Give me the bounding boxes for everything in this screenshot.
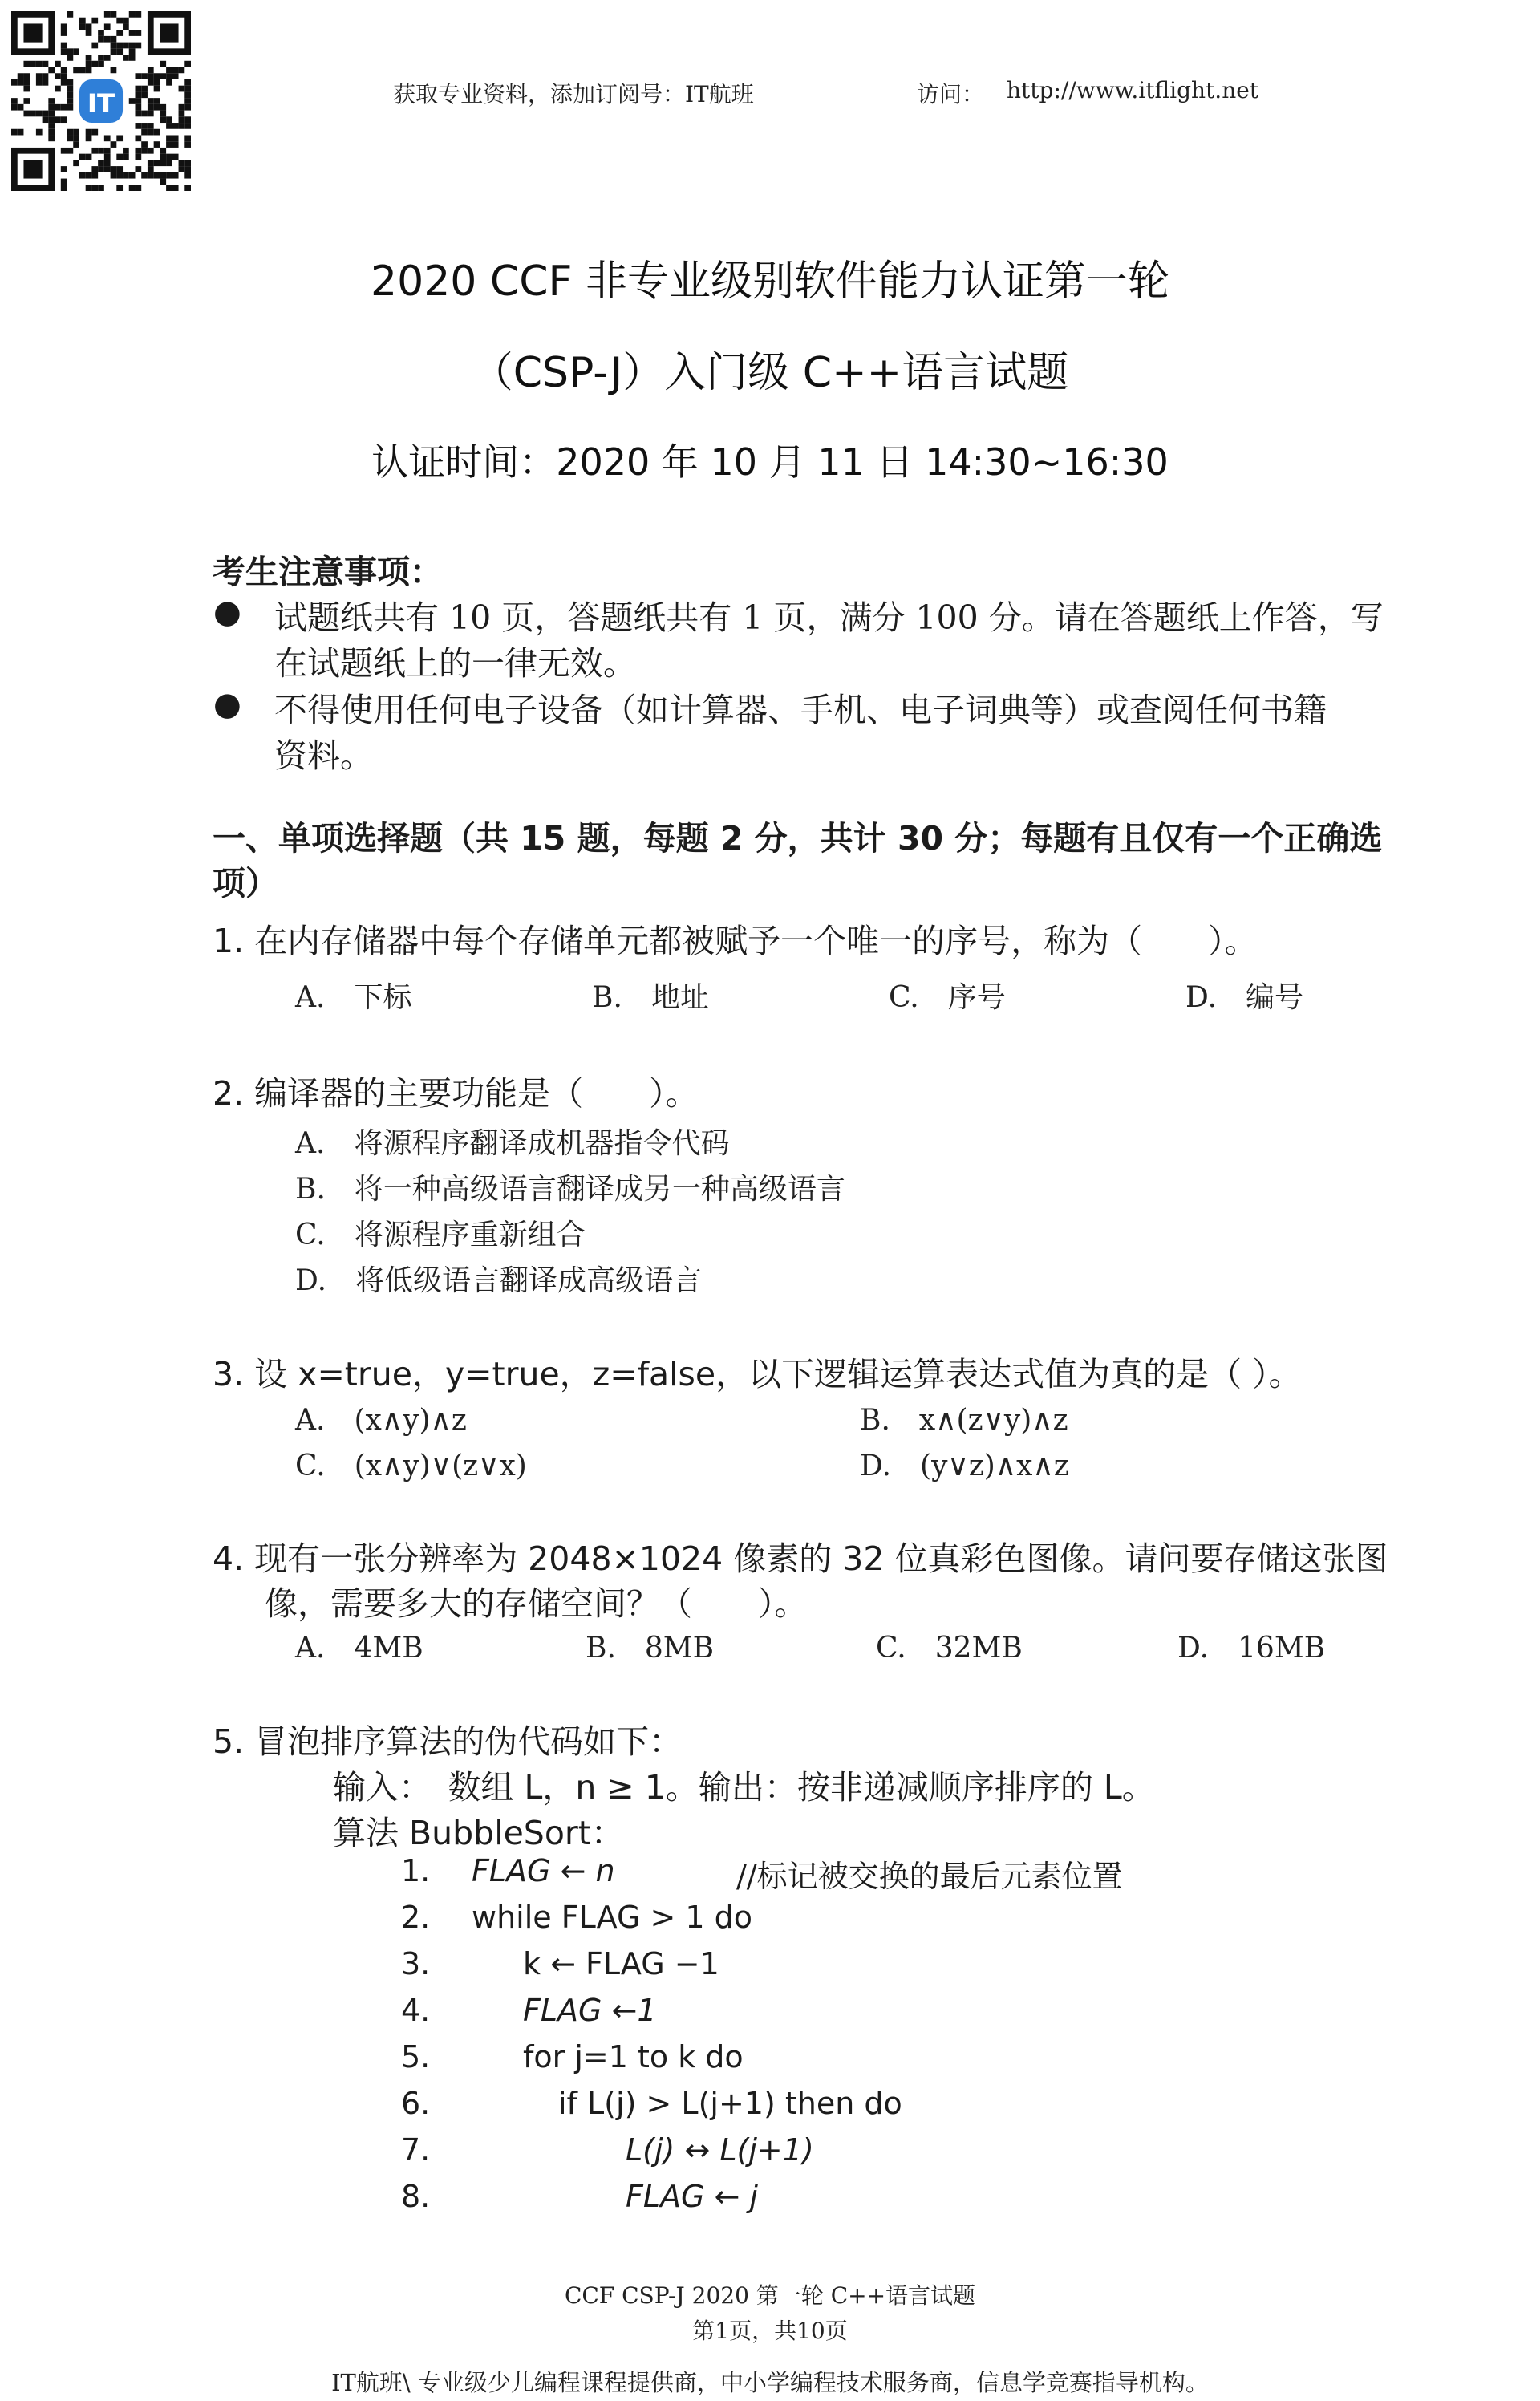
question-3-option-d: D. (y∨z)∧x∧z	[860, 1450, 1069, 1482]
code-line-number: 7.	[401, 2132, 431, 2168]
code-line-number: 1.	[401, 1853, 431, 1888]
code-line-8: FLAG ← j	[626, 2179, 759, 2214]
notice-item-2-line2: 资料。	[274, 736, 373, 775]
question-2-option-a: A. 将源程序翻译成机器指令代码	[295, 1127, 730, 1160]
qr-code-image	[11, 11, 191, 191]
code-line-1: FLAG ← n	[472, 1853, 615, 1888]
question-4-stem-line2: 像，需要多大的存储空间？（ ）。	[265, 1584, 808, 1623]
question-3-option-a: A. (x∧y)∧z	[295, 1404, 467, 1437]
question-1-option-a: A. 下标	[295, 981, 412, 1014]
question-2-option-d: D. 将低级语言翻译成高级语言	[295, 1264, 703, 1297]
question-2-option-b: B. 将一种高级语言翻译成另一种高级语言	[295, 1173, 845, 1206]
section-heading-line1: 一、单项选择题（共 15 题，每题 2 分，共计 30 分；每题有且仅有一个正确选	[213, 819, 1383, 858]
question-4-option-d: D. 16MB	[1177, 1632, 1326, 1665]
question-2-stem: 2. 编译器的主要功能是（ ）。	[213, 1074, 699, 1113]
code-line-4: FLAG ←1	[523, 1993, 657, 2028]
question-4-stem-line1: 4. 现有一张分辨率为 2048×1024 像素的 32 位真彩色图像。请问要存储这张图	[213, 1539, 1388, 1578]
code-comment: //标记被交换的最后元素位置	[736, 1859, 1123, 1894]
code-line-7: L(j) ↔ L(j+1)	[626, 2132, 814, 2168]
subscribe-text: 获取专业资料，添加订阅号：IT航班	[393, 81, 754, 107]
footer-company-text: IT航班\ 专业级少儿编程课程提供商，中小学编程技术服务商，信息学竞赛指导机构。	[331, 2369, 1209, 2396]
code-line-number: 5.	[401, 2039, 431, 2075]
question-4-option-b: B. 8MB	[586, 1632, 715, 1665]
visit-label: 访问：	[917, 81, 985, 107]
question-3-option-c: C. (x∧y)∨(z∨x)	[295, 1450, 527, 1482]
exam-time: 认证时间：2020 年 10 月 11 日 14:30~16:30	[371, 440, 1169, 484]
notice-item-2-line1: 不得使用任何电子设备（如计算器、手机、电子词典等）或查阅任何书籍	[274, 691, 1327, 729]
exam-subtitle: （CSP-J）入门级 C++语言试题	[471, 349, 1069, 397]
question-1-stem: 1. 在内存储器中每个存储单元都被赋予一个唯一的序号，称为（ ）。	[213, 922, 1258, 960]
code-line-5: for j=1 to k do	[523, 2039, 744, 2075]
question-5-stem: 5. 冒泡排序算法的伪代码如下：	[213, 1722, 683, 1761]
question-2-option-c: C. 将源程序重新组合	[295, 1219, 586, 1251]
bullet-icon: ●	[213, 686, 241, 723]
bullet-icon: ●	[213, 594, 241, 631]
question-1-option-b: B. 地址	[592, 981, 709, 1014]
code-line-number: 4.	[401, 1993, 431, 2028]
section-heading-line2: 项）	[213, 864, 278, 902]
question-1-option-c: C. 序号	[889, 981, 1006, 1014]
svg-text:IT: IT	[87, 87, 116, 119]
code-line-2: while FLAG > 1 do	[472, 1900, 753, 1935]
exam-title: 2020 CCF 非专业级别软件能力认证第一轮	[371, 258, 1169, 306]
notice-item-1-line1: 试题纸共有 10 页，答题纸共有 1 页，满分 100 分。请在答题纸上作答，写	[274, 598, 1384, 637]
question-4-option-c: C. 32MB	[876, 1632, 1023, 1665]
website-link[interactable]: http://www.itflight.net	[1007, 77, 1259, 103]
question-4-option-a: A. 4MB	[295, 1632, 424, 1665]
code-line-number: 2.	[401, 1900, 431, 1935]
pseudocode-input-line: 输入： 数组 L，n ≥ 1。输出：按非递减顺序排序的 L。	[333, 1768, 1155, 1807]
notice-item-1-line2: 在试题纸上的一律无效。	[274, 644, 636, 683]
pseudocode-algo-line: 算法 BubbleSort：	[333, 1814, 624, 1852]
question-3-stem: 3. 设 x=true，y=true，z=false，以下逻辑运算表达式值为真的是（ ）。	[213, 1355, 1302, 1393]
code-line-number: 8.	[401, 2179, 431, 2214]
code-line-6: if L(j) > L(j+1) then do	[558, 2086, 902, 2121]
code-line-3: k ← FLAG −1	[523, 1946, 719, 1981]
question-3-option-b: B. x∧(z∨y)∧z	[860, 1404, 1068, 1437]
footer-title: CCF CSP-J 2020 第一轮 C++语言试题	[564, 2282, 976, 2309]
question-1-option-d: D. 编号	[1185, 981, 1304, 1014]
page-number: 第1页，共10页	[692, 2318, 848, 2344]
code-line-number: 3.	[401, 1946, 431, 1981]
code-line-number: 6.	[401, 2086, 431, 2121]
notice-heading: 考生注意事项：	[213, 553, 443, 591]
